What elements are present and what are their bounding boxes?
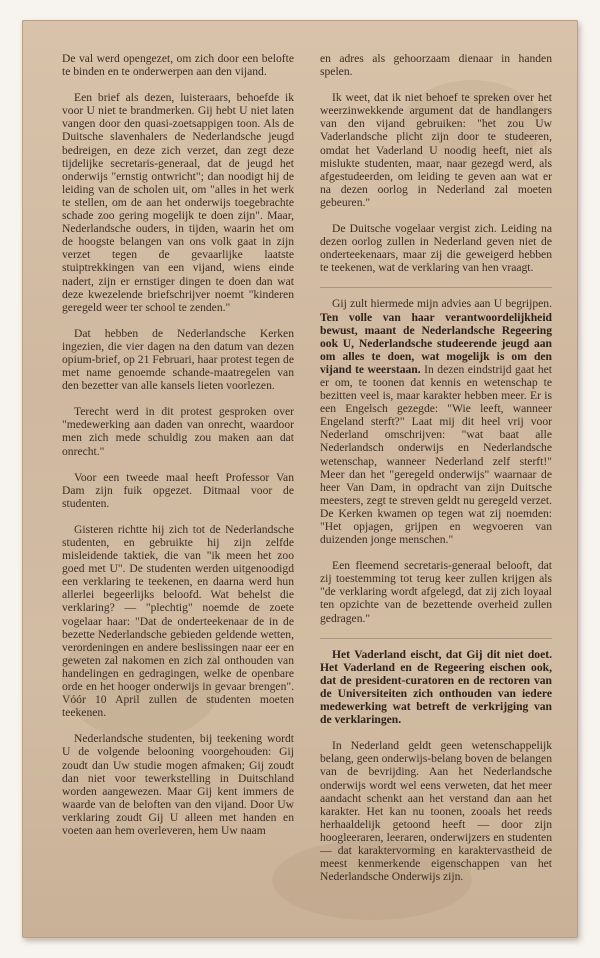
paragraph: Ik weet, dat ik niet behoef te spreken over het weerzinwekkende argument dat de handlangers van den vijand gebruiken: "het zou Uw Vaderlandsche plicht zijn door te studeeren, omdat het Vaderland U noodig heeft, niet als mislukte studenten, maar, naar gezegd werd, als afgestudeerden, om leiding te geven aan wat er na dezen oorlog in Nederland zal moeten gebeuren." [320,91,552,209]
divider [320,638,552,639]
paragraph: Voor een tweede maal heeft Professor Van Dam zijn fuik opgezet. Ditmaal voor de studenten. [62,470,294,510]
advice-bold-text: Ten volle van haar verantwoordelijkheid bewust, maant de Nederlandsche Regeering ook U, Nederlandsche studeerende jeugd aan om alles te doen, wat mogelijk is om den vijand te weerstaan. [320,310,552,376]
advice-paragraph [320,297,552,546]
leaflet-page [22,20,578,938]
secretary-paragraph: Een fleemend secretaris-generaal belooft, dat zij toestemming tot terug keer zullen krijgen als "de verklaring wordt afgelegd, dat zij zich loyaal ten opzichte van de bezettende overheid zullen gedragen." [320,559,552,625]
right-column [320,52,552,896]
paragraph: en adres als gehoorzaam dienaar in handen spelen. [320,52,552,79]
paragraph: De Duitsche vogelaar vergist zich. Leiding na dezen oorlog zullen in Nederland geven niet de onderteekenaars, maar zij die geweigerd hebben te teekenen, wat de verklaring van hen vraagt. [320,222,552,275]
paragraph: Terecht werd in dit protest gesproken over "medewerking aan daden van onrecht, waardoor men zich mede schuldig zou maken aan dat onrecht." [62,405,294,458]
paragraph: Gisteren richtte hij zich tot de Nederlandsche studenten, en gebruikte hij zijn zelfde misleidende taktiek, die van "ik meen het zoo goed met U". De studenten werden uitgenoodigd een verklaring te teekenen, en daarna werd hun allerlei begeerlijks beloofd. Wat behelst die verklaring? — "plechtig" noemde de zoete vogelaar haar: "Dat de onderteekenaar de in de bezette Nederlandsche gebieden geldende wetten, verordeningen en andere beslissingen naar eer en geweten zal nakomen en zich zal onthouden van handelingen en gedragingen, welke de openbare orde en het hooger onderwijs in gevaar brengen". Vóór 10 April zullen de studenten moeten teekenen. [62,522,294,720]
left-column [62,52,294,850]
advice-intro: Gij zult hiermede mijn advies aan U begrijpen. [332,297,552,311]
advice-rest: In dezen eindstrijd gaat het er om, te toonen dat kennis en wetenschap te bezitten veel is, maar karakter hebben meer. Er is een Engelsch gezegde: "Wie leeft, wanneer Engeland sterft?" Laat mij dit heel vrij voor Nederland omschrijven: "wat baat alle Nederlandsch onderwijs en Nederlandsche wetenschap, wanneer Nederland zelf sterft!" Meer dan het "geregeld onderwijs" waarnaar de heer Van Dam, in opdracht van zijn Duitsche meesters, zegt te streven geldt nu geregeld verzet. De Kerken kwamen op tegen wat zij noemden: "Het opjagen, grijpen en wegvoeren van duizenden jonge menschen." [320,362,552,547]
paragraph: Een brief als dezen, luisteraars, behoefde ik voor U niet te brandmerken. Gij hebt U niet laten vangen door den quasi-zoetsappigen toon. Als de Duitsche slavenhalers de Nederlandsche jeugd bedreigen, en deze zich verzet, dan zegt deze tijdelijke secretaris-generaal, dat de jeugd het onderwijs "ernstig ontwricht"; dan noodigt hij de leiding van de scholen uit, om "alles in het werk te stellen, om de aan het onderwijs toegebrachte schade zoo gering mogelijk te doen zijn". Maar, Nederlandsche ouders, in tijden, waarin het om de hoogste belangen van ons volk gaat in zijn verzet tegen de gevaarlijke laatste stuiptrekkingen van een vijand, wiens einde nadert, zijn er ernstiger dingen te doen dan wat deze kwezelende briefschrijver noemt "kinderen geregeld weer ter school te zenden." [62,91,294,314]
closing-paragraph: In Nederland geldt geen wetenschappelijk belang, geen onderwijs-belang boven de belangen van de bevrijding. Aan het Nederlandsche onderwijs wordt wel eens verweten, dat het meer aandacht schenkt aan het verstand dan aan het karakter. Het kan nu toonen, zooals het reeds herhaaldelijk getoond heeft — door zijn hoogleeraren, leeraren, onderwijzers en studenten — dat karaktervorming en karaktervastheid de meest kenmerkende eigenschappen van het Nederlandsche Onderwijs zijn. [320,739,552,884]
paragraph: De val werd opengezet, om zich door een belofte te binden en te onderwerpen aan den vijand. [62,52,294,79]
paragraph: Nederlandsche studenten, bij teekening wordt U de volgende belooning voorgehouden: Gij zoudt dan Uw studie mogen afmaken; Gij zoudt dan niet voor tewerkstelling in Duitschland worden aangewezen. Maar Gij kent immers de waarde van de beloften van den vijand. Door Uw verklaring zoudt Gij U alleen met handen en voeten aan hem overleveren, hem Uw naam [62,732,294,837]
bold-demand: Het Vaderland eischt, dat Gij dit niet doet. Het Vaderland en de Regeering eischen ook, dat de president-curatoren en de rectoren van de Universiteiten zich onthouden van iedere medewerking wat betreft de verkrijging van de verklaringen. [320,647,552,727]
divider [320,287,552,288]
paragraph: Dat hebben de Nederlandsche Kerken ingezien, die vier dagen na den datum van dezen opium-brief, op 21 Februari, haar protest tegen de met name genoemde schande-maatregelen van den bezetter van alle kansels lieten voorlezen. [62,326,294,393]
